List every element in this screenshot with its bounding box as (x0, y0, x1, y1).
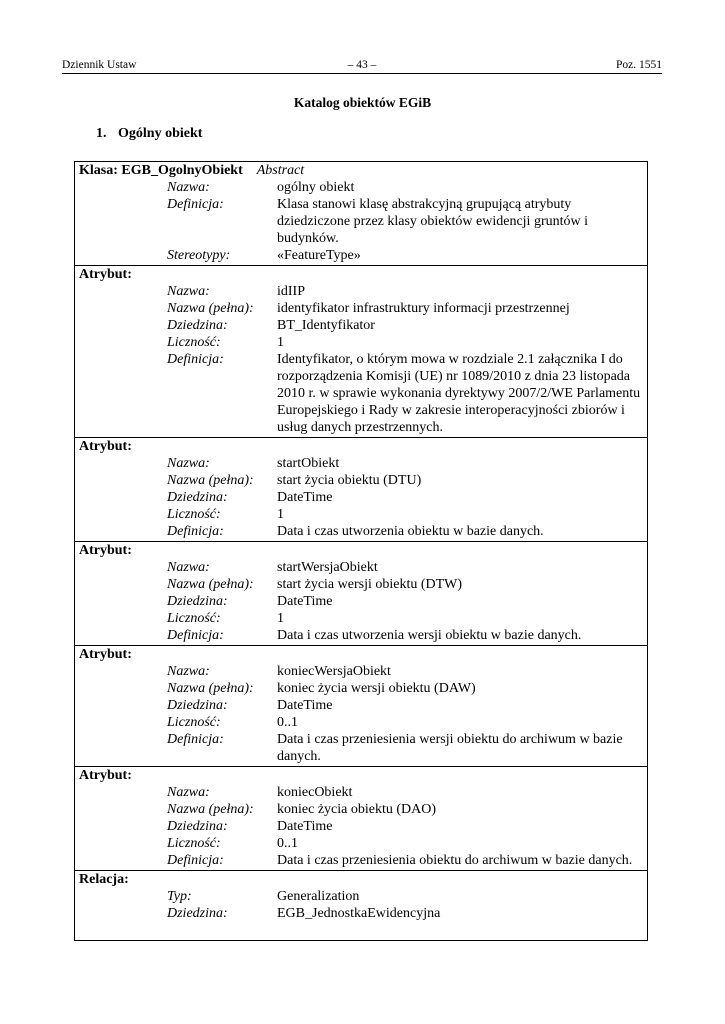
class-stereotype: Abstract (256, 163, 305, 178)
property-value: 0..1 (277, 836, 298, 851)
attribute-property-row (75, 455, 648, 472)
block-category (75, 835, 164, 852)
property-label: Nazwa (pełna): (167, 577, 254, 592)
property-label: Dziedzina: (167, 490, 228, 505)
position-number: Poz. 1551 (616, 59, 662, 71)
document-title: Katalog obiektów EGiB (293, 95, 432, 110)
section-number: 1. (96, 126, 107, 141)
block-category (75, 680, 164, 697)
property-value: ogólny obiekt (277, 180, 355, 195)
block-category (75, 196, 164, 247)
property-label: Nazwa (pełna): (167, 802, 254, 817)
attribute-property-row (75, 523, 648, 542)
property-label: Typ: (167, 889, 192, 904)
property-label: Nazwa (pełna): (167, 681, 254, 696)
property-label: Dziedzina: (167, 819, 228, 834)
attribute-property-row (75, 697, 648, 714)
property-value: startWersjaObiekt (277, 560, 378, 575)
property-value: Klasa stanowi klasę abstrakcyjną grupującą atrybuty dziedziczone przez klasy obiektów ewidencji gruntów i budynków. (277, 197, 588, 246)
block-category: Relacja: (75, 871, 648, 889)
block-category (75, 334, 164, 351)
property-value: 1 (277, 507, 284, 522)
property-value: koniecWersjaObiekt (277, 664, 391, 679)
block-category: Atrybut: (75, 438, 648, 456)
attribute-property-row (75, 317, 648, 334)
property-value: DateTime (277, 819, 333, 834)
property-value: Data i czas utworzenia obiektu w bazie danych. (277, 524, 544, 539)
class-property-row (75, 196, 648, 247)
property-value: koniecObiekt (277, 785, 353, 800)
attribute-property-row (75, 610, 648, 627)
property-value: 1 (277, 335, 284, 350)
property-value: Generalization (277, 889, 360, 904)
attribute-property-row (75, 506, 648, 523)
block-category (75, 801, 164, 818)
block-category (75, 593, 164, 610)
block-category (75, 663, 164, 680)
block-category (75, 852, 164, 871)
block-category-row (75, 646, 648, 664)
attribute-property-row (75, 334, 648, 351)
property-value: idIIP (277, 284, 305, 299)
page-header (62, 58, 662, 72)
block-category (75, 610, 164, 627)
block-category (75, 697, 164, 714)
block-category (75, 559, 164, 576)
property-value: identyfikator infrastruktury informacji przestrzennej (277, 301, 570, 316)
header-divider (62, 73, 662, 74)
property-value: EGB_JednostkaEwidencyjna (277, 906, 441, 921)
block-category (75, 472, 164, 489)
class-property-row (75, 247, 648, 266)
property-label: Nazwa (pełna): (167, 473, 254, 488)
property-label: Definicja: (167, 628, 224, 643)
attribute-property-row (75, 283, 648, 300)
property-label: Dziedzina: (167, 698, 228, 713)
attribute-property-row (75, 351, 648, 438)
block-category (75, 489, 164, 506)
property-value: DateTime (277, 594, 333, 609)
property-label: Definicja: (167, 352, 224, 367)
attribute-property-row (75, 559, 648, 576)
class-name: Klasa: EGB_OgolnyObiekt (79, 163, 243, 178)
attribute-property-row (75, 905, 648, 923)
block-category: Atrybut: (75, 542, 648, 560)
block-category (75, 300, 164, 317)
block-category (75, 714, 164, 731)
class-header-cell (75, 162, 648, 180)
property-value: 1 (277, 611, 284, 626)
property-label: Liczność: (167, 611, 221, 626)
block-category (75, 784, 164, 801)
block-category (75, 523, 164, 542)
property-value: Data i czas przeniesienia wersji obiektu do archiwum w bazie danych. (277, 732, 623, 764)
property-value: BT_Identyfikator (277, 318, 375, 333)
attribute-property-row (75, 731, 648, 767)
attribute-property-row (75, 714, 648, 731)
attribute-property-row (75, 784, 648, 801)
property-label: Liczność: (167, 715, 221, 730)
block-category (75, 351, 164, 438)
object-catalog-table (74, 161, 648, 941)
property-value: DateTime (277, 698, 333, 713)
class-property-row (75, 179, 648, 196)
property-label: Definicja: (167, 853, 224, 868)
table-padding-row (75, 923, 648, 941)
block-category (75, 283, 164, 300)
section-heading (96, 126, 202, 142)
attribute-property-row (75, 818, 648, 835)
block-category-row (75, 767, 648, 785)
property-label: Nazwa (pełna): (167, 301, 254, 316)
property-value: koniec życia wersji obiektu (DAW) (277, 681, 476, 696)
block-category: Atrybut: (75, 646, 648, 664)
block-category: Atrybut: (75, 767, 648, 785)
block-category-row (75, 438, 648, 456)
attribute-property-row (75, 300, 648, 317)
property-value: Data i czas przeniesienia obiektu do archiwum w bazie danych. (277, 853, 633, 868)
attribute-property-row (75, 680, 648, 697)
section-title: Ogólny obiekt (118, 126, 203, 141)
property-value: «FeatureType» (277, 248, 361, 263)
property-label: Nazwa: (167, 664, 210, 679)
property-label: Nazwa: (167, 785, 210, 800)
attribute-property-row (75, 627, 648, 646)
property-label: Liczność: (167, 335, 221, 350)
block-category (75, 179, 164, 196)
block-category (75, 818, 164, 835)
property-value: koniec życia obiektu (DAO) (277, 802, 436, 817)
block-category (75, 506, 164, 523)
block-category (75, 576, 164, 593)
block-category (75, 247, 164, 266)
attribute-property-row (75, 801, 648, 818)
property-label: Dziedzina: (167, 318, 228, 333)
property-value: start życia wersji obiektu (DTW) (277, 577, 463, 592)
property-value: startObiekt (277, 456, 340, 471)
block-category-row (75, 542, 648, 560)
attribute-property-row (75, 888, 648, 905)
property-label: Definicja: (167, 197, 224, 212)
property-value: Data i czas utworzenia wersji obiektu w bazie danych. (277, 628, 582, 643)
block-category-row (75, 266, 648, 284)
attribute-property-row (75, 576, 648, 593)
property-label: Nazwa: (167, 180, 210, 195)
page-number: – 43 – (347, 59, 377, 71)
property-label: Dziedzina: (167, 906, 228, 921)
class-header-row (75, 162, 648, 180)
block-category (75, 627, 164, 646)
property-label: Nazwa: (167, 284, 210, 299)
property-label: Nazwa: (167, 560, 210, 575)
property-value: 0..1 (277, 715, 298, 730)
property-label: Definicja: (167, 524, 224, 539)
property-label: Liczność: (167, 836, 221, 851)
property-value: Identyfikator, o którym mowa w rozdziale 2.1 załącznika I do rozporządzenia Komisji (UE) nr 1089/2010 z dnia 23 listopada 2010 r. w sprawie wykonania dyrektywy 2007/2/WE Parlamentu Europejskiego i Rady w zakresie interoperacyjności zbiorów i usług danych przestrzennych. (277, 352, 641, 435)
property-value: start życia obiektu (DTU) (277, 473, 422, 488)
journal-name: Dziennik Ustaw (62, 59, 137, 71)
block-category (75, 731, 164, 767)
attribute-property-row (75, 472, 648, 489)
property-label: Dziedzina: (167, 594, 228, 609)
block-category (75, 905, 164, 923)
table-padding-cell (75, 923, 648, 941)
block-category (75, 455, 164, 472)
attribute-property-row (75, 489, 648, 506)
property-label: Definicja: (167, 732, 224, 747)
attribute-property-row (75, 835, 648, 852)
property-value: DateTime (277, 490, 333, 505)
property-label: Liczność: (167, 507, 221, 522)
attribute-property-row (75, 593, 648, 610)
attribute-property-row (75, 663, 648, 680)
block-category: Atrybut: (75, 266, 648, 284)
property-label: Stereotypy: (167, 248, 231, 263)
block-category (75, 317, 164, 334)
property-label: Nazwa: (167, 456, 210, 471)
block-category-row (75, 871, 648, 889)
attribute-property-row (75, 852, 648, 871)
block-category (75, 888, 164, 905)
